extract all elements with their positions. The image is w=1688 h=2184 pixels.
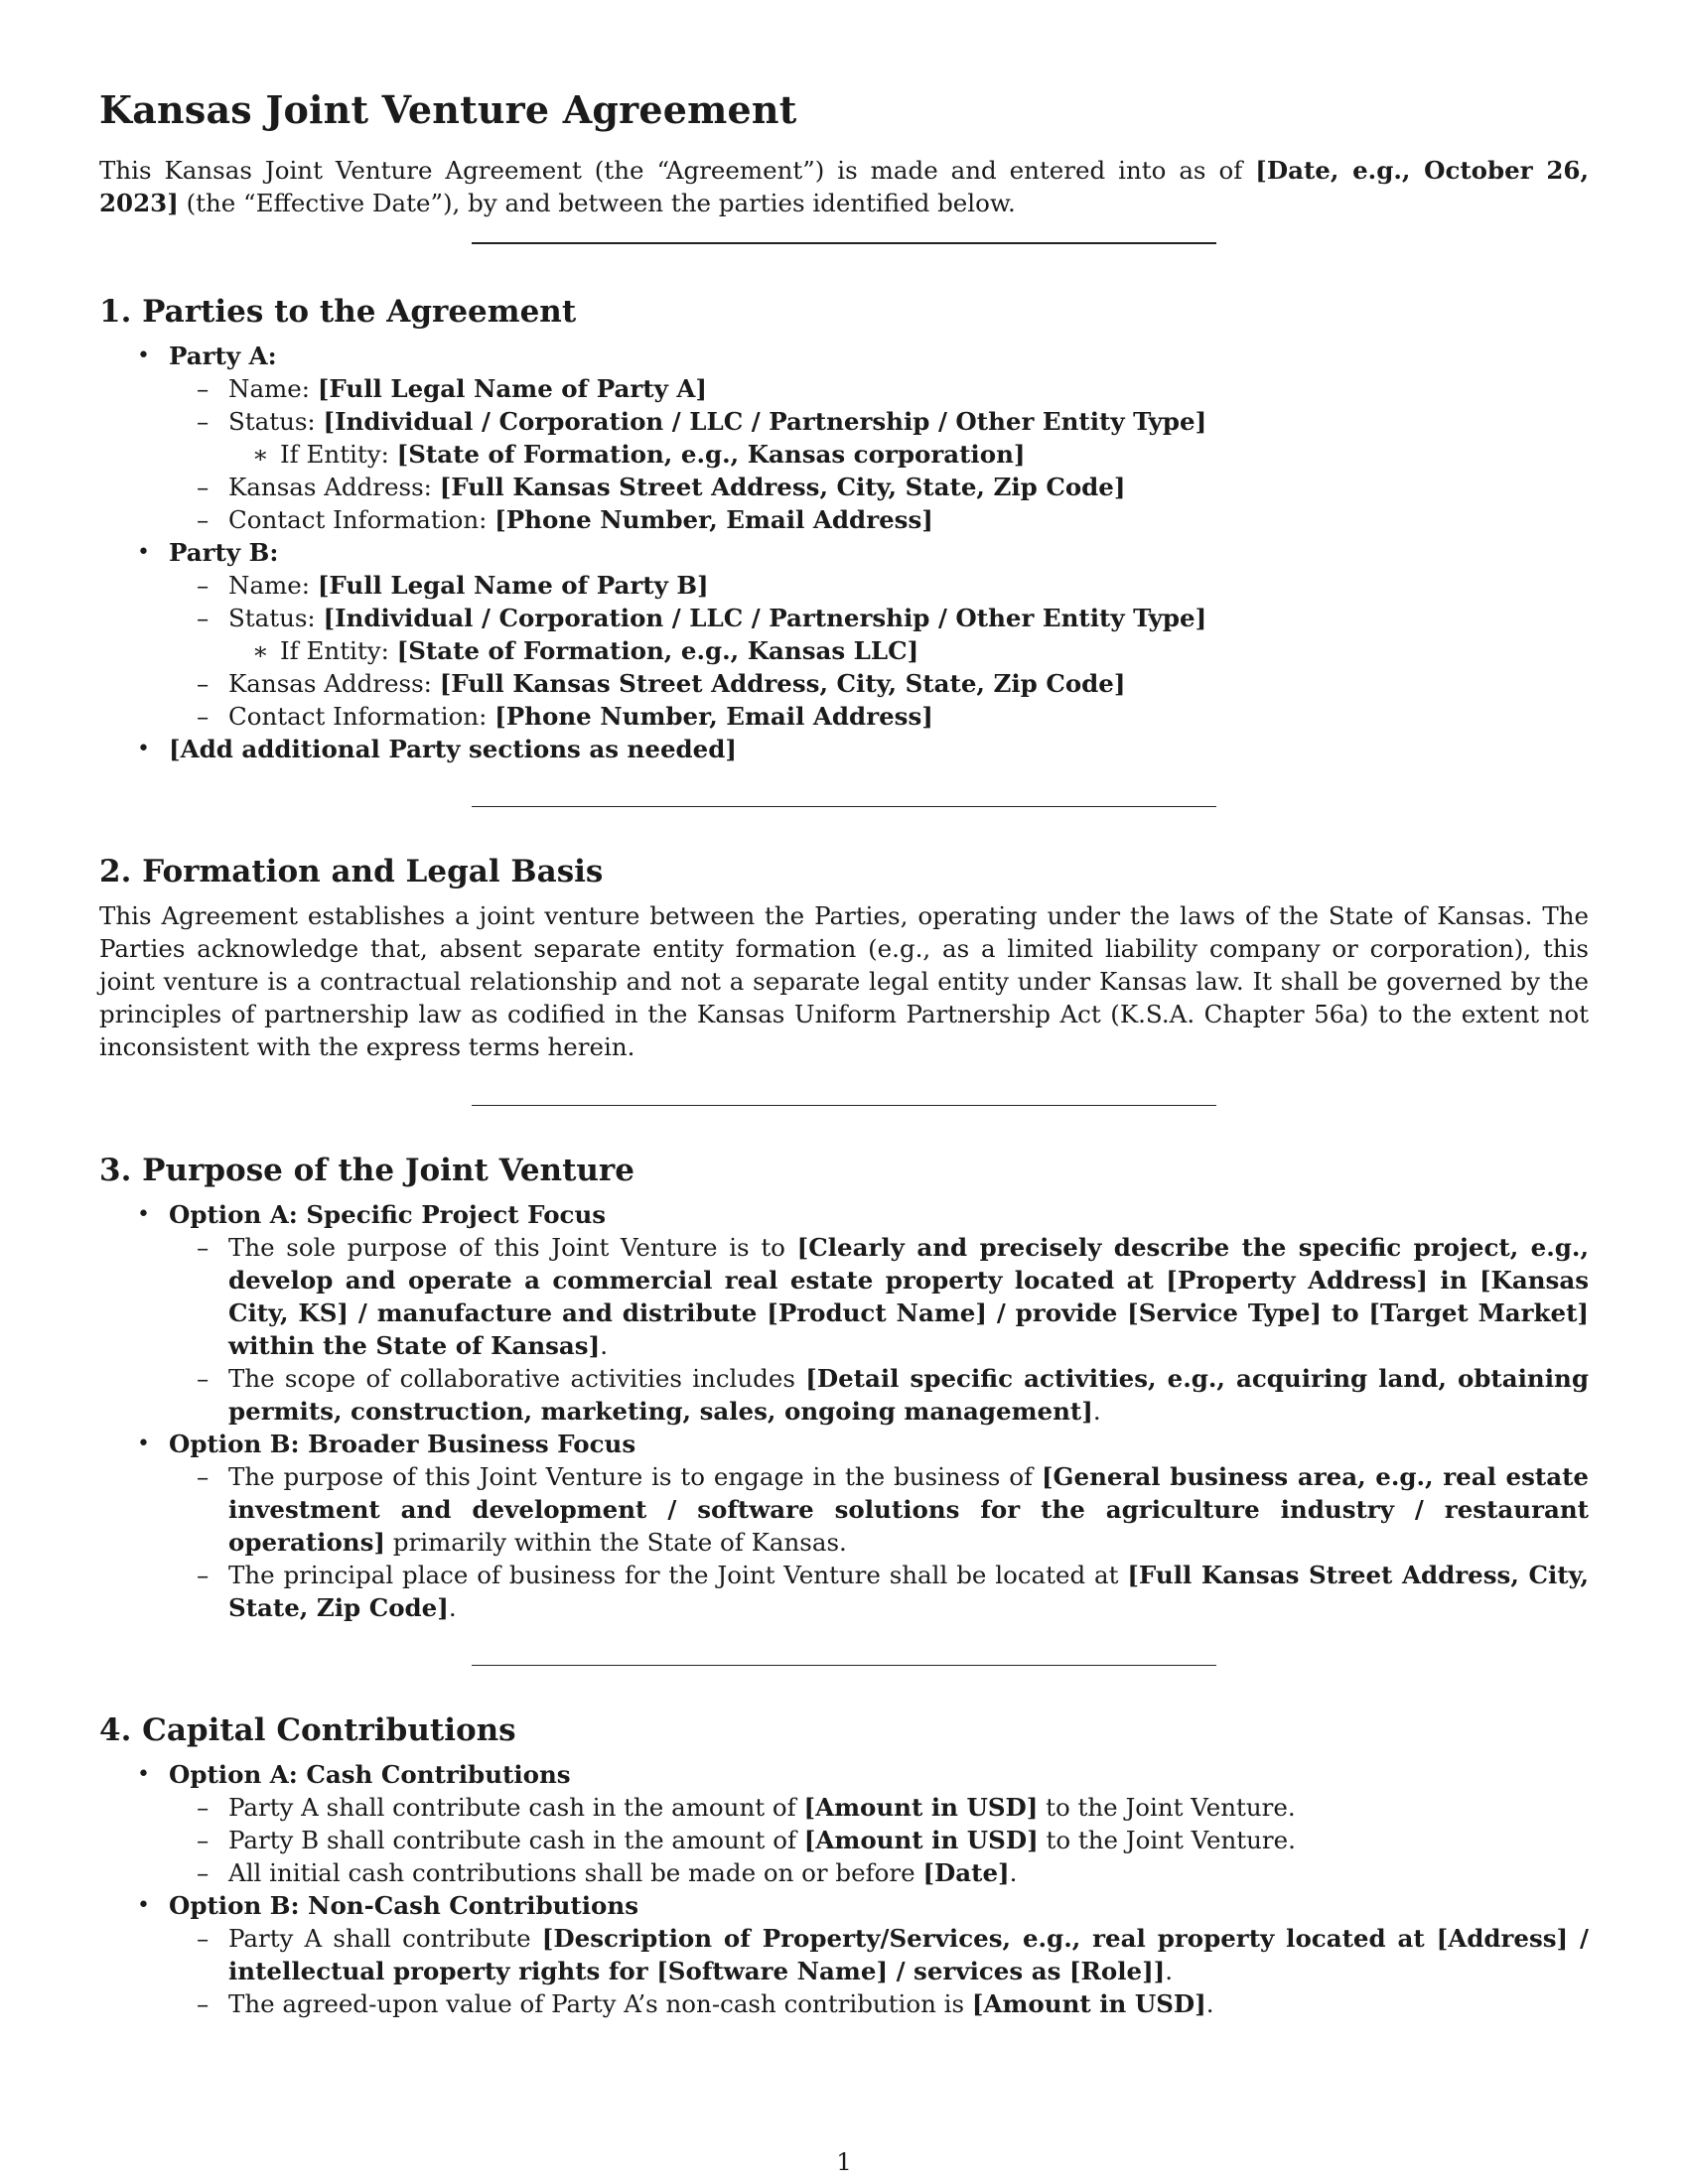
item-text: The purpose of this Joint Venture is to engage in the business of — [228, 1462, 1042, 1491]
list-item — [99, 1460, 1589, 1559]
field-label: If Entity: — [280, 636, 397, 665]
item-text-end: to the Joint Venture. — [1038, 1793, 1296, 1822]
section-divider — [472, 806, 1216, 807]
parties-list — [99, 340, 1589, 765]
option-b-item — [99, 1889, 1589, 1922]
effective-date-placeholder: [Date, e.g., October 26, 2023] — [99, 156, 1589, 217]
item-placeholder: [Detail specific activities, e.g., acquiring land, obtaining permits, construction, marketing, sales, ongoing management] — [228, 1364, 1589, 1426]
field-placeholder: [State of Formation, e.g., Kansas LLC] — [396, 636, 919, 665]
option-a-item — [99, 1758, 1589, 1791]
intro-text-end: (the “Effective Date”), by and between the parties identified below. — [178, 189, 1016, 217]
item-text: The scope of collaborative activities includes — [228, 1364, 806, 1393]
section-heading: 3. Purpose of the Joint Venture — [99, 1153, 634, 1188]
section-divider — [472, 1665, 1216, 1666]
field-placeholder: [Phone Number, Email Address] — [494, 702, 933, 731]
field-label: Contact Information: — [228, 505, 495, 534]
section-parties — [99, 294, 1589, 765]
list-item — [99, 503, 1589, 536]
field-label: Name: — [228, 374, 318, 403]
field-placeholder: [State of Formation, e.g., Kansas corporation] — [396, 440, 1026, 469]
field-placeholder: [Full Legal Name of Party B] — [317, 571, 709, 600]
item-placeholder: [Amount in USD] — [971, 1989, 1206, 2018]
item-text-end: . — [1009, 1858, 1018, 1887]
list-item — [99, 1791, 1589, 1824]
option-b-item — [99, 1428, 1589, 1460]
additional-party-item — [99, 733, 1589, 765]
field-label: Contact Information: — [228, 702, 495, 731]
list-item — [99, 1824, 1589, 1856]
item-text: The principal place of business for the Joint Venture shall be located at — [228, 1561, 1128, 1589]
intro-paragraph — [99, 154, 1589, 219]
item-text-end: . — [600, 1331, 608, 1360]
list-item — [99, 1987, 1589, 2020]
item-text: Party A shall contribute — [228, 1924, 542, 1953]
item-text-end: . — [1092, 1397, 1101, 1426]
party-a-item — [99, 340, 1589, 372]
item-placeholder: [Clearly and precisely describe the specific project, e.g., develop and operate a commercial real estate property located at [Property Address] in [Kansas City, KS] / manufacture and distribute [Product Name] / provide [Service Type] to [Target Market] within the State of Kansas] — [228, 1233, 1589, 1360]
item-placeholder: [Description of Property/Services, e.g., real property located at [Address] / intellectual property rights for [Software Name] / services as [Role]] — [228, 1924, 1589, 1985]
list-item — [99, 1362, 1589, 1428]
section-purpose — [99, 1153, 1589, 1624]
field-label: Name: — [228, 571, 318, 600]
section-heading: 4. Capital Contributions — [99, 1712, 516, 1748]
item-text: Party A shall contribute cash in the amount of — [228, 1793, 804, 1822]
list-item — [99, 438, 1589, 471]
list-item — [99, 569, 1589, 602]
option-label: Option B: Broader Business Focus — [169, 1430, 636, 1458]
section-divider — [472, 1105, 1216, 1106]
item-text-end: . — [1205, 1989, 1214, 2018]
item-text: All initial cash contributions shall be made on or before — [228, 1858, 923, 1887]
field-placeholder: [Individual / Corporation / LLC / Partnership / Other Entity Type] — [323, 407, 1207, 436]
section-formation — [99, 854, 1589, 1063]
field-placeholder: [Individual / Corporation / LLC / Partnership / Other Entity Type] — [323, 604, 1207, 632]
list-item — [99, 1922, 1589, 1987]
item-placeholder: [Full Kansas Street Address, City, State, Zip Code] — [228, 1561, 1589, 1622]
field-label: Status: — [228, 604, 324, 632]
capital-list — [99, 1758, 1589, 2020]
item-text-end: to the Joint Venture. — [1038, 1826, 1296, 1854]
field-placeholder: [Full Kansas Street Address, City, State, Zip Code] — [439, 669, 1126, 698]
party-b-label: Party B: — [169, 538, 279, 567]
item-text: Party B shall contribute cash in the amount of — [228, 1826, 804, 1854]
field-label: Kansas Address: — [228, 669, 440, 698]
intro-text: This Kansas Joint Venture Agreement (the “Agreement”) is made and entered into as of — [99, 156, 1256, 185]
list-item — [99, 634, 1589, 667]
field-placeholder: [Full Legal Name of Party A] — [317, 374, 707, 403]
option-a-item — [99, 1198, 1589, 1231]
purpose-list — [99, 1198, 1589, 1624]
item-text-end: primarily within the State of Kansas. — [385, 1528, 847, 1557]
list-item — [99, 405, 1589, 438]
field-label: Status: — [228, 407, 324, 436]
option-label: Option B: Non-Cash Contributions — [169, 1891, 638, 1920]
section-heading: 2. Formation and Legal Basis — [99, 854, 604, 889]
section-capital — [99, 1712, 1589, 2020]
field-placeholder: [Full Kansas Street Address, City, State, Zip Code] — [439, 473, 1126, 501]
party-b-item — [99, 536, 1589, 569]
item-text-end: . — [448, 1593, 457, 1622]
field-label: If Entity: — [280, 440, 397, 469]
section-heading: 1. Parties to the Agreement — [99, 294, 577, 330]
item-placeholder: [Date] — [922, 1858, 1010, 1887]
item-text: The agreed-upon value of Party A’s non-cash contribution is — [228, 1989, 972, 2018]
item-placeholder: [General business area, e.g., real estate investment and development / software solutions for the agriculture industry / restaurant operations] — [228, 1462, 1590, 1557]
list-item — [99, 602, 1589, 634]
party-a-label: Party A: — [169, 341, 277, 370]
field-label: Kansas Address: — [228, 473, 440, 501]
item-placeholder: [Amount in USD] — [803, 1793, 1039, 1822]
list-item — [99, 700, 1589, 733]
option-label: Option A: Specific Project Focus — [169, 1200, 607, 1229]
item-placeholder: [Amount in USD] — [803, 1826, 1039, 1854]
list-item — [99, 471, 1589, 503]
section-divider — [472, 242, 1216, 244]
additional-party-placeholder: [Add additional Party sections as needed] — [169, 735, 737, 763]
list-item — [99, 1559, 1589, 1624]
formation-paragraph: This Agreement establishes a joint venture between the Parties, operating under the laws of the State of Kansas. The Parties acknowledge that, absent separate entity formation (e.g., as a limited liability company or corporation), this joint venture is a contractual relationship and not a separate legal entity under Kansas law. It shall be governed by the principles of partnership law as codified in the Kansas Uniform Partnership Act (K.S.A. Chapter 56a) to the extent not inconsistent with the express terms herein. — [99, 901, 1589, 1061]
list-item — [99, 1231, 1589, 1362]
list-item — [99, 667, 1589, 700]
item-text-end: . — [1165, 1957, 1174, 1985]
list-item — [99, 372, 1589, 405]
document-title: Kansas Joint Venture Agreement — [99, 87, 797, 132]
field-placeholder: [Phone Number, Email Address] — [494, 505, 933, 534]
list-item — [99, 1856, 1589, 1889]
document-page — [99, 87, 1589, 2020]
page-number: 1 — [836, 2147, 852, 2176]
item-text: The sole purpose of this Joint Venture is to — [228, 1233, 797, 1262]
option-label: Option A: Cash Contributions — [169, 1760, 571, 1789]
